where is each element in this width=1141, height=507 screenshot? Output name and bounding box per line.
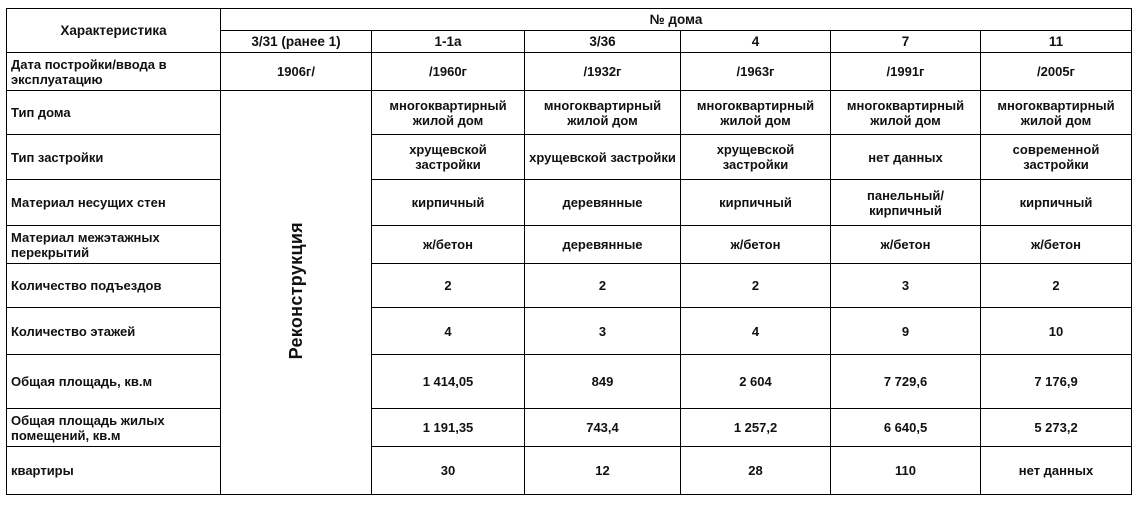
row-label: Общая площадь, кв.м bbox=[7, 355, 221, 409]
table-cell: хрущевской застройки bbox=[525, 135, 681, 180]
table-cell: 1 191,35 bbox=[372, 409, 525, 447]
table-cell: многоквартирный жилой дом bbox=[981, 91, 1132, 135]
table-cell: 3 bbox=[525, 308, 681, 355]
table-cell: деревянные bbox=[525, 226, 681, 264]
table-cell: 3 bbox=[831, 264, 981, 308]
table-cell: ж/бетон bbox=[372, 226, 525, 264]
table-cell: 6 640,5 bbox=[831, 409, 981, 447]
table-cell: 9 bbox=[831, 308, 981, 355]
row-label: Количество этажей bbox=[7, 308, 221, 355]
table-cell: 10 bbox=[981, 308, 1132, 355]
table-cell: 2 bbox=[525, 264, 681, 308]
house-header: 1-1а bbox=[372, 31, 525, 53]
table-cell: 4 bbox=[681, 308, 831, 355]
house-number-header: № дома bbox=[221, 9, 1132, 31]
table-cell: деревянные bbox=[525, 180, 681, 226]
table-row bbox=[7, 135, 1132, 180]
table-cell: /1932г bbox=[525, 53, 681, 91]
table-cell: кирпичный bbox=[681, 180, 831, 226]
table-cell: 7 729,6 bbox=[831, 355, 981, 409]
table-cell: хрущевской застройки bbox=[372, 135, 525, 180]
table-row bbox=[7, 409, 1132, 447]
table-cell: 1906г/ bbox=[221, 53, 372, 91]
table-cell: 743,4 bbox=[525, 409, 681, 447]
table-row bbox=[7, 264, 1132, 308]
table-cell: 5 273,2 bbox=[981, 409, 1132, 447]
table-cell: 2 604 bbox=[681, 355, 831, 409]
table-row bbox=[7, 180, 1132, 226]
table-cell: 2 bbox=[372, 264, 525, 308]
table-cell: нет данных bbox=[981, 447, 1132, 495]
reconstruction-cell bbox=[221, 91, 372, 495]
house-header: 4 bbox=[681, 31, 831, 53]
row-label: квартиры bbox=[7, 447, 221, 495]
row-label: Тип дома bbox=[7, 91, 221, 135]
table-cell: 7 176,9 bbox=[981, 355, 1132, 409]
table-cell: нет данных bbox=[831, 135, 981, 180]
table-row bbox=[7, 226, 1132, 264]
table-cell: панельный/кирпичный bbox=[831, 180, 981, 226]
table-cell: 4 bbox=[372, 308, 525, 355]
table-cell: 110 bbox=[831, 447, 981, 495]
header-row-1 bbox=[7, 9, 1132, 31]
row-label: Материал несущих стен bbox=[7, 180, 221, 226]
house-characteristics-table bbox=[6, 8, 1132, 495]
table-cell: /1963г bbox=[681, 53, 831, 91]
table-row bbox=[7, 308, 1132, 355]
table-cell: кирпичный bbox=[981, 180, 1132, 226]
house-header: 3/31 (ранее 1) bbox=[221, 31, 372, 53]
table-row bbox=[7, 53, 1132, 91]
table-cell: многоквартирный жилой дом bbox=[831, 91, 981, 135]
table-cell: ж/бетон bbox=[981, 226, 1132, 264]
table-cell: современной застройки bbox=[981, 135, 1132, 180]
house-header: 7 bbox=[831, 31, 981, 53]
house-header: 3/36 bbox=[525, 31, 681, 53]
table-cell: многоквартирный жилой дом bbox=[525, 91, 681, 135]
table-cell: ж/бетон bbox=[831, 226, 981, 264]
table-cell: ж/бетон bbox=[681, 226, 831, 264]
table-cell: /1960г bbox=[372, 53, 525, 91]
row-label: Материал межэтажных перекрытий bbox=[7, 226, 221, 264]
table-cell: /2005г bbox=[981, 53, 1132, 91]
table-cell: 12 bbox=[525, 447, 681, 495]
table-row bbox=[7, 447, 1132, 495]
reconstruction-label: Реконструкция bbox=[285, 222, 306, 360]
table-cell: 849 bbox=[525, 355, 681, 409]
table-cell: 28 bbox=[681, 447, 831, 495]
table-cell: 2 bbox=[981, 264, 1132, 308]
table-cell: 30 bbox=[372, 447, 525, 495]
row-label: Дата постройки/ввода в эксплуатацию bbox=[7, 53, 221, 91]
table-cell: /1991г bbox=[831, 53, 981, 91]
table-cell: 1 257,2 bbox=[681, 409, 831, 447]
row-label: Общая площадь жилых помещений, кв.м bbox=[7, 409, 221, 447]
table-cell: кирпичный bbox=[372, 180, 525, 226]
table-row bbox=[7, 91, 1132, 135]
table-cell: хрущевской застройки bbox=[681, 135, 831, 180]
table-row bbox=[7, 355, 1132, 409]
table-cell: 1 414,05 bbox=[372, 355, 525, 409]
row-label: Тип застройки bbox=[7, 135, 221, 180]
table-cell: 2 bbox=[681, 264, 831, 308]
house-header: 11 bbox=[981, 31, 1132, 53]
characteristic-header: Характеристика bbox=[7, 9, 221, 53]
row-label: Количество подъездов bbox=[7, 264, 221, 308]
table-cell: многоквартирный жилой дом bbox=[681, 91, 831, 135]
table-cell: многоквартирный жилой дом bbox=[372, 91, 525, 135]
